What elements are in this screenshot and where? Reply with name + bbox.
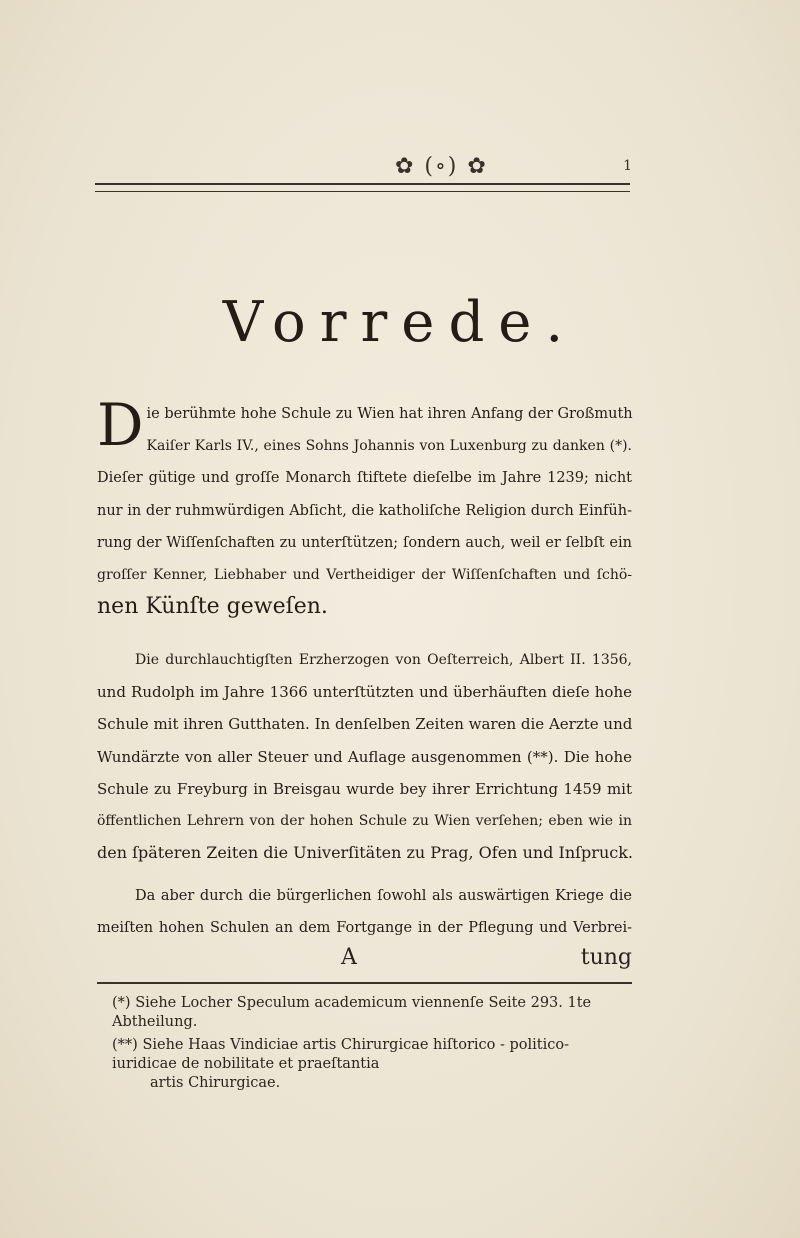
footnote-continuation: artis Chirurgicae. bbox=[150, 1075, 281, 1091]
text-line: Die durchlauchtigſten Erzherzogen von Oeſterreich, Albert II. 1356, bbox=[135, 652, 632, 668]
footnotes bbox=[112, 994, 632, 1093]
text-line: Wundärzte von aller Steuer und Auflage ausgenommen (**). Die hohe bbox=[97, 747, 632, 766]
text-line: nur in der ruhmwürdigen Abſicht, die katholiſche Religion durch Einfüh- bbox=[97, 502, 632, 519]
text-line: meiſten hohen Schulen an dem Fortgange in der Pflegung und Verbrei- bbox=[97, 920, 632, 937]
footnote-1 bbox=[112, 994, 632, 1032]
footnote-text: Siehe Haas Vindiciae artis Chirurgicae hiſtorico - politico-iuridicae de nobilitate et praeſtantia bbox=[112, 1037, 569, 1072]
text-line: Schule zu Freyburg in Breisgau wurde bey ihrer Errichtung 1459 mit bbox=[97, 779, 632, 798]
text-line: Dieſer gütige und groſſe Monarch ſtiftete dieſelbe im Jahre 1239; nicht bbox=[97, 470, 632, 487]
initial-letter: D bbox=[97, 391, 144, 459]
text-line: den ſpäteren Zeiten die Univerſitäten zu Prag, Ofen und Inſpruck. bbox=[97, 843, 633, 863]
paragraph-2 bbox=[97, 644, 632, 869]
signature-mark: A bbox=[341, 945, 357, 970]
footnote-2 bbox=[112, 1036, 632, 1093]
page-title: Vorrede. bbox=[222, 290, 578, 355]
page-header bbox=[95, 150, 630, 180]
text-line: öffentlichen Lehrern von der hohen Schule zu Wien verſehen; eben wie in bbox=[97, 813, 632, 830]
catchword: tung bbox=[580, 945, 632, 970]
page-foot-line bbox=[97, 945, 632, 975]
paragraph-3 bbox=[97, 880, 632, 944]
text-line: rung der Wiſſenſchaften zu unterſtützen; ſondern auch, weil er ſelbſt ein bbox=[97, 534, 632, 551]
footnote-mark: (*) bbox=[112, 995, 131, 1011]
header-rule bbox=[95, 183, 630, 192]
footnote-rule bbox=[97, 982, 632, 984]
text-line: Schule mit ihren Gutthaten. In denſelben Zeiten waren die Aerzte und bbox=[97, 715, 633, 734]
text-line: Da aber durch die bürgerlichen ſowohl als auswärtigen Kriege die bbox=[135, 888, 632, 904]
footnote-mark: (**) bbox=[112, 1037, 138, 1053]
text-line: groſſer Kenner, Liebhaber und Vertheidiger der Wiſſenſchaften und ſchö- bbox=[97, 567, 632, 584]
text-line: nen Künſte geweſen. bbox=[97, 594, 328, 620]
text-line: und Rudolph im Jahre 1366 unterſtützten und überhäuften dieſe hohe bbox=[97, 683, 632, 702]
text-line: Kaiſer Karls IV., eines Sohns Johannis von Luxenburg zu danken (*). bbox=[146, 438, 632, 455]
page-number: 1 bbox=[623, 158, 632, 174]
paragraph-1 bbox=[97, 391, 633, 623]
header-ornament: ✿ (∘) ✿ bbox=[395, 154, 488, 179]
text-line: ie berühmte hohe Schule zu Wien hat ihren Anfang der Großmuth bbox=[146, 406, 633, 422]
footnote-text: Siehe Locher Speculum academicum viennenſe Seite 293. 1te Abtheilung. bbox=[112, 995, 592, 1030]
